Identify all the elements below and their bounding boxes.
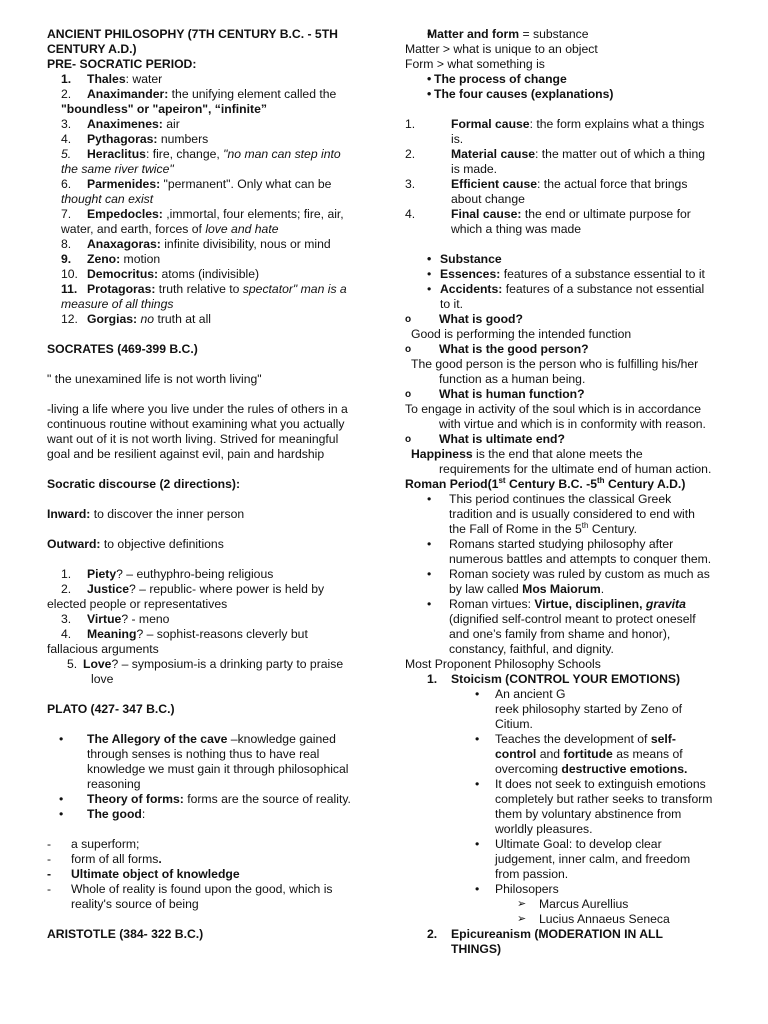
bullet-cont: from passion. [495,867,569,881]
bullet-item: • Essences: features of a substance essential to it [405,267,727,282]
question-item: o What is the good person? [405,342,727,357]
list-item: 5. Love? – symposium-is a drinking party to praise [67,657,344,671]
cause-item: 3. Efficient cause: the actual force that brings [405,177,688,191]
list-item-cont: measure of all things [61,297,174,311]
answer-line: with virtue and which is in conformity with reason. [439,417,706,431]
list-item: 9. Zeno: motion [61,252,161,266]
list-item: 1. Thales: water [61,72,163,86]
doc-title-cont: CENTURY A.D.) [47,42,137,56]
bullet-item: • The four causes (explanations) [405,87,727,102]
cause-cont: which a thing was made [451,222,582,236]
dash-item-cont: reality's source of being [71,897,199,911]
list-item: 7. Empedocles: ,immortal, four elements; fire, air, [61,207,344,221]
matter-line: Matter > what is unique to an object [405,42,598,56]
bullet-cont: overcoming destructive emotions. [495,762,688,776]
bullet-cont: to it. [440,297,464,311]
dash-item: - Ultimate object of knowledge [47,867,365,882]
arrow-item: ➢ Lucius Annaeus Seneca [405,912,727,927]
aristotle-heading: ARISTOTLE (384- 322 B.C.) [47,927,204,941]
list-item: 11. Protagoras: truth relative to spectator" man is a [61,282,347,296]
bullet-cont: by law called Mos Maiorum. [449,582,605,596]
doc-title: ANCIENT PHILOSOPHY (7TH CENTURY B.C. - 5TH [47,27,338,41]
bullet-cont: constancy, faithful, and dignity. [449,642,614,656]
list-item-cont: water, and earth, forces of love and hate [61,222,279,236]
cause-cont: about change [451,192,525,206]
bullet-cont: tradition and is usually considered to end with [449,507,695,521]
bullet-cont: Citium. [495,717,533,731]
bullet-cont: through senses is nothing thus to have real [87,747,320,761]
question-item: o What is human function? [405,387,727,402]
right-column [405,27,727,957]
bullet-item: • Theory of forms: forms are the source of reality. [47,792,365,807]
list-item: 5. Heraclitus: fire, change, "no man can step into [61,147,341,161]
presocratic-heading: PRE- SOCRATIC PERIOD: [47,57,197,71]
school-item: 1. Stoicism (CONTROL YOUR EMOTIONS) [427,672,681,686]
list-item-cont: elected people or representatives [47,597,228,611]
dash-item: - form of all forms. [47,852,365,867]
schools-heading: Most Proponent Philosophy Schools [405,657,601,671]
bullet-cont: the Fall of Rome in the 5th Century. [449,520,637,536]
bullet-item: • Roman virtues: Virtue, disciplinen, gravita [405,597,727,612]
form-line: Form > what something is [405,57,545,71]
paragraph-line: goal and be resilient against evil, pain and hardship [47,447,325,461]
list-item-cont: "boundless" or "apeiron", “infinite” [61,102,267,116]
list-item: 12. Gorgias: no truth at all [61,312,211,326]
bullet-cont: reasoning [87,777,141,791]
roman-heading: Roman Period(1st Century B.C. -5th Century A.D.) [405,475,686,491]
list-item-cont: thought can exist [61,192,154,206]
list-item: 4. Meaning? – sophist-reasons cleverly but [61,627,308,641]
bullet-item: • Ultimate Goal: to develop clear [405,837,727,852]
bullet-item: • The Allegory of the cave –knowledge gained [47,732,365,747]
question-item: o What is good? [405,312,727,327]
discourse-heading: Socratic discourse (2 directions): [47,477,241,491]
outward-line: Outward: to objective definitions [47,537,224,551]
bullet-cont: completely but rather seeks to transform [495,792,713,806]
cause-cont: is. [451,132,464,146]
list-item: 8. Anaxagoras: infinite divisibility, nous or mind [61,237,331,251]
bullet-cont: judgement, inner calm, and freedom [495,852,691,866]
bullet-item: • Teaches the development of self- [405,732,727,747]
bullet-item: • Matter and form = substance [405,27,727,42]
list-item: 10. Democritus: atoms (indivisible) [61,267,260,281]
cause-cont: is made. [451,162,498,176]
cause-item: 4. Final cause: the end or ultimate purpose for [405,207,691,221]
paragraph-line: continuous routine without examining what you actually [47,417,345,431]
list-item: 1. Piety? – euthyphro-being religious [61,567,274,581]
answer-line: function as a human being. [439,372,586,386]
cause-item: 1. Formal cause: the form explains what a things [405,117,705,131]
arrow-item: ➢ Marcus Aurellius [405,897,727,912]
inward-line: Inward: to discover the inner person [47,507,245,521]
list-item-cont: love [91,672,114,686]
paragraph-line: -living a life where you live under the rules of others in a [47,402,348,416]
list-item: 2. Anaximander: the unifying element called the [61,87,337,101]
answer-line: Happiness is the end that alone meets the [411,447,643,461]
plato-heading: PLATO (427- 347 B.C.) [47,702,175,716]
bullet-item: • Philosopers [405,882,727,897]
question-item: o What is ultimate end? [405,432,727,447]
left-column [47,27,365,942]
bullet-cont: worldly pleasures. [495,822,593,836]
bullet-item: • This period continues the classical Greek [405,492,727,507]
answer-line: To engage in activity of the soul which is in accordance [405,402,702,416]
list-item: 4. Pythagoras: numbers [61,132,209,146]
list-item: 2. Justice? – republic- where power is held by [61,582,325,596]
bullet-item: • Roman society was ruled by custom as much as [405,567,727,582]
dash-item: - a superform; [47,837,365,852]
list-item: 3. Anaximenes: air [61,117,180,131]
bullet-item: • An ancient G [405,687,727,702]
bullet-cont: knowledge we must gain it through philosophical [87,762,349,776]
school-item: 2. Epicureanism (MODERATION IN ALL [427,927,663,941]
bullet-cont: numerous battles and attempts to conquer them. [449,552,712,566]
bullet-item: • Romans started studying philosophy after [405,537,727,552]
bullet-cont: and one’s family from shame and honor), [449,627,671,641]
list-item: 6. Parmenides: "permanent". Only what can be [61,177,332,191]
socrates-heading: SOCRATES (469-399 B.C.) [47,342,198,356]
bullet-cont: control and fortitude as means of [495,747,683,761]
list-item: 3. Virtue? - meno [61,612,170,626]
bullet-cont: (dignified self-control meant to protect oneself [449,612,696,626]
bullet-item: • It does not seek to extinguish emotions [405,777,727,792]
answer-line: requirements for the ultimate end of human action. [439,462,712,476]
bullet-item: • The good: [47,807,365,822]
bullet-item: • Substance [405,252,727,267]
dash-item: - Whole of reality is found upon the good, which is [47,882,365,897]
answer-line: Good is performing the intended function [411,327,632,341]
bullet-cont: reek philosophy started by Zeno of [495,702,682,716]
bullet-cont: them by voluntary abstinence from [495,807,682,821]
cause-item: 2. Material cause: the matter out of which a thing [405,147,706,161]
bullet-item: • Accidents: features of a substance not essential [405,282,727,297]
answer-line: The good person is the person who is fulfilling his/her [411,357,699,371]
list-item-cont: the same river twice" [61,162,174,176]
paragraph-line: want out of it is not worth living. Strived for meaningful [47,432,339,446]
bullet-item: • The process of change [405,72,727,87]
school-item-cont: THINGS) [451,942,502,956]
list-item-cont: fallacious arguments [47,642,159,656]
socrates-quote: " the unexamined life is not worth living" [47,372,262,386]
